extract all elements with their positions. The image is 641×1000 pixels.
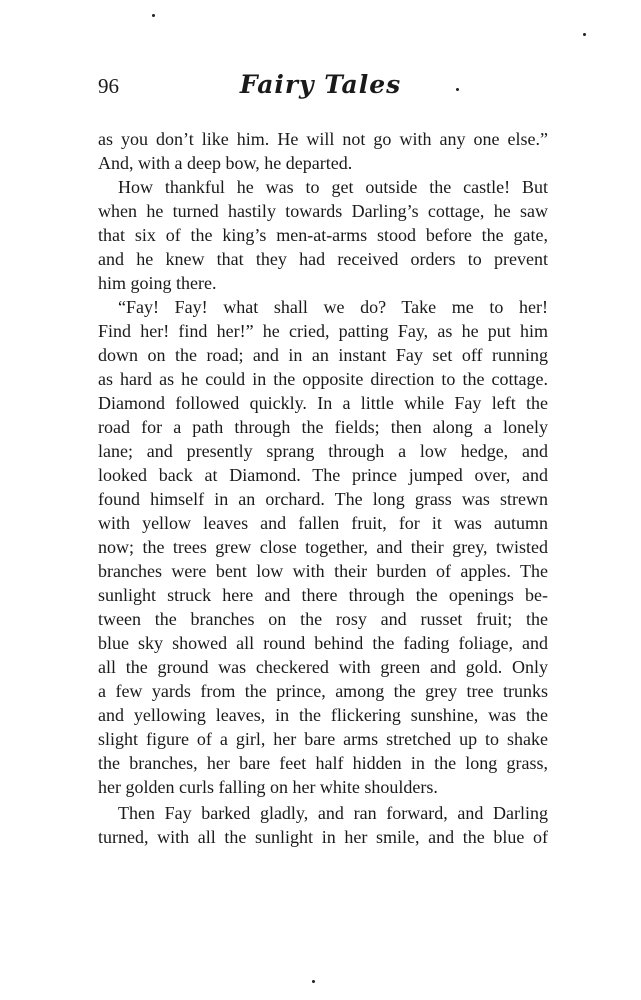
print-speck bbox=[312, 980, 315, 983]
text-line: and he knew that they had received orders to prevent bbox=[98, 249, 548, 269]
text-line: found himself in an orchard. The long grass was strewn bbox=[98, 489, 548, 509]
text-line: tween the branches on the rosy and russet fruit; the bbox=[98, 609, 548, 629]
text-line: branches were bent low with their burden of apples. The bbox=[98, 561, 548, 581]
text-line: as hard as he could in the opposite direction to the cottage. bbox=[98, 369, 548, 389]
text-line: looked back at Diamond. The prince jumped over, and bbox=[98, 465, 548, 485]
text-line: lane; and presently sprang through a low hedge, and bbox=[98, 441, 548, 461]
text-line: “Fay! Fay! what shall we do? Take me to her! bbox=[118, 297, 548, 317]
print-speck bbox=[583, 33, 586, 36]
text-line: him going there. bbox=[98, 273, 217, 293]
text-line: a few yards from the prince, among the grey tree trunks bbox=[98, 681, 548, 701]
text-line: blue sky showed all round behind the fading foliage, and bbox=[98, 633, 548, 653]
text-line: slight figure of a girl, her bare arms stretched up to shake bbox=[98, 729, 548, 749]
text-line: all the ground was checkered with green and gold. Only bbox=[98, 657, 548, 677]
text-line: the branches, her bare feet half hidden in the long grass, bbox=[98, 753, 548, 773]
text-line: Diamond followed quickly. In a little while Fay left the bbox=[98, 393, 548, 413]
text-line: as you don’t like him. He will not go with any one else.” bbox=[98, 129, 548, 149]
text-line: How thankful he was to get outside the castle! But bbox=[118, 177, 548, 197]
print-speck bbox=[456, 88, 459, 91]
text-line: And, with a deep bow, he departed. bbox=[98, 153, 353, 173]
text-line: and yellowing leaves, in the flickering sunshine, was the bbox=[98, 705, 548, 725]
page-number: 96 bbox=[98, 74, 119, 98]
text-line: sunlight struck here and there through the openings be- bbox=[98, 585, 548, 605]
text-line: Then Fay barked gladly, and ran forward, and Darling bbox=[118, 803, 548, 823]
text-line: that six of the king’s men-at-arms stood before the gate, bbox=[98, 225, 548, 245]
text-line: now; the trees grew close together, and their grey, twisted bbox=[98, 537, 548, 557]
print-speck bbox=[152, 14, 155, 17]
text-line: her golden curls falling on her white shoulders. bbox=[98, 777, 438, 797]
text-line: road for a path through the fields; then along a lonely bbox=[98, 417, 548, 437]
text-line: with yellow leaves and fallen fruit, for it was autumn bbox=[98, 513, 548, 533]
text-line: turned, with all the sunlight in her smile, and the blue of bbox=[98, 827, 548, 847]
text-line: down on the road; and in an instant Fay set off running bbox=[98, 345, 548, 365]
text-line: when he turned hastily towards Darling’s cottage, he saw bbox=[98, 201, 548, 221]
text-line: Find her! find her!” he cried, patting Fay, as he put him bbox=[98, 321, 548, 341]
running-title: Fairy Tales bbox=[239, 70, 402, 99]
